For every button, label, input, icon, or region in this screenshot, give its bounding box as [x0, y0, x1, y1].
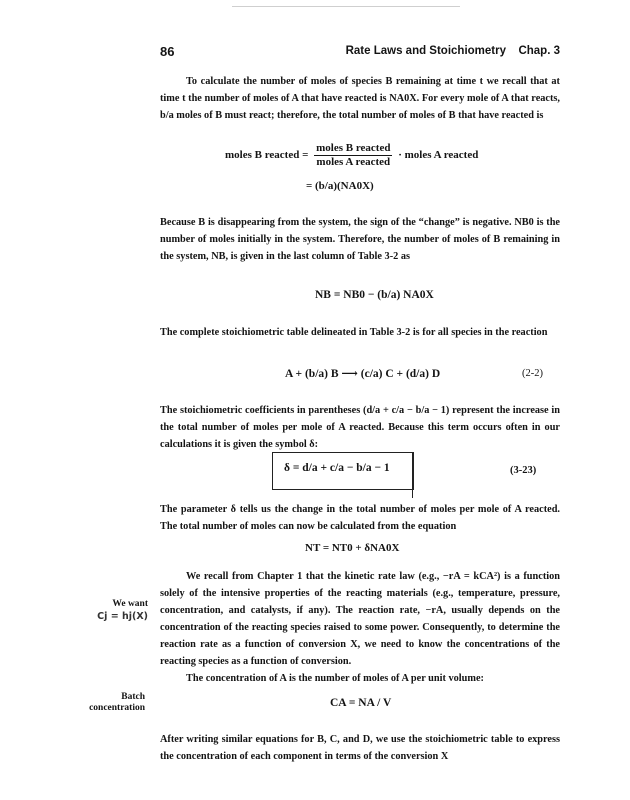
equation-nb: NB = NB0 − (b/a) NA0X [315, 289, 434, 301]
paragraph-after-writing: After writing similar equations for B, C, and D, we use the stoichiometric table to express the concentration of each component in terms of the conversion X [160, 734, 560, 762]
paragraph-stoichiometric-table: The complete stoichiometric table delineated in Table 3-2 is for all species in the reaction [160, 327, 548, 338]
margin-note-we-want: We want [112, 599, 148, 609]
box-right-extension [412, 452, 413, 498]
equation-nt: NT = NT0 + δNA0X [305, 542, 400, 554]
equation-number-3-23: (3-23) [510, 465, 537, 476]
paragraph-kinetic-rate-law: We recall from Chapter 1 that the kinetic rate law (e.g., −rA = kCA²) is a function solely of the intensive properties of the reacting materials (e.g., temperature, pressure, concentration, and catalysts, if any). The reaction rate, −rA, usually depends on the concentration of the reacting species raised to some power. Consequently, to determine the reaction rate as a function of conversion X, we need to know the concentrations of the reacting species as a function of conversion. [160, 571, 560, 667]
equation-ca: CA = NA / V [330, 697, 392, 709]
equation-rhs: · moles A reacted [398, 149, 479, 162]
fraction-denominator: moles A reacted [316, 156, 391, 168]
paragraph-delta-parameter: The parameter δ tells us the change in the total number of moles per mole of A reacted. The total number of moles can now be calculated from the equation [160, 504, 560, 532]
top-rule [232, 6, 460, 7]
chapter-label: Chap. 3 [518, 45, 560, 57]
paragraph-b-disappearing: Because B is disappearing from the system, the sign of the “change” is negative. NB0 is the number of moles initially in the system. Therefore, the number of moles of B remaining in the system, NB, is given in the last column of Table 3-2 as [160, 217, 560, 262]
equation-b-over-a: = (b/a)(NA0X) [306, 180, 374, 192]
margin-note-cj-hj: Cj = hj(X) [97, 611, 148, 622]
page-header [160, 44, 560, 60]
equation-reaction: A + (b/a) B ⟶ (c/a) C + (d/a) D [285, 368, 441, 380]
fraction-numerator: moles B reacted [316, 142, 391, 154]
running-title: Rate Laws and Stoichiometry [345, 45, 506, 57]
paragraph-concentration-a: The concentration of A is the number of moles of A per unit volume: [186, 673, 484, 684]
equation-delta-definition: δ = d/a + c/a − b/a − 1 [284, 462, 390, 474]
equation-lhs: moles B reacted = [225, 149, 309, 162]
equation-number-2-2: (2-2) [522, 368, 543, 379]
page-number: 86 [160, 44, 175, 59]
margin-note-batch: Batch [121, 692, 145, 702]
paragraph-moles-b-intro: To calculate the number of moles of species B remaining at time t we recall that at time t the number of moles of A that have reacted is NA0X. For every mole of A that reacts, b/a moles of B must react; therefore, the total number of moles of B that have reacted is [160, 76, 560, 121]
margin-note-concentration: concentration [89, 703, 145, 713]
fraction-moles-ratio [314, 142, 392, 169]
equation-moles-b-reacted [225, 142, 478, 169]
paragraph-stoichiometric-coefficients: The stoichiometric coefficients in parentheses (d/a + c/a − b/a − 1) represent the increase in the total number of moles per mole of A reacted. Because this term occurs often in our calculations it is given the symbol δ: [160, 405, 560, 450]
